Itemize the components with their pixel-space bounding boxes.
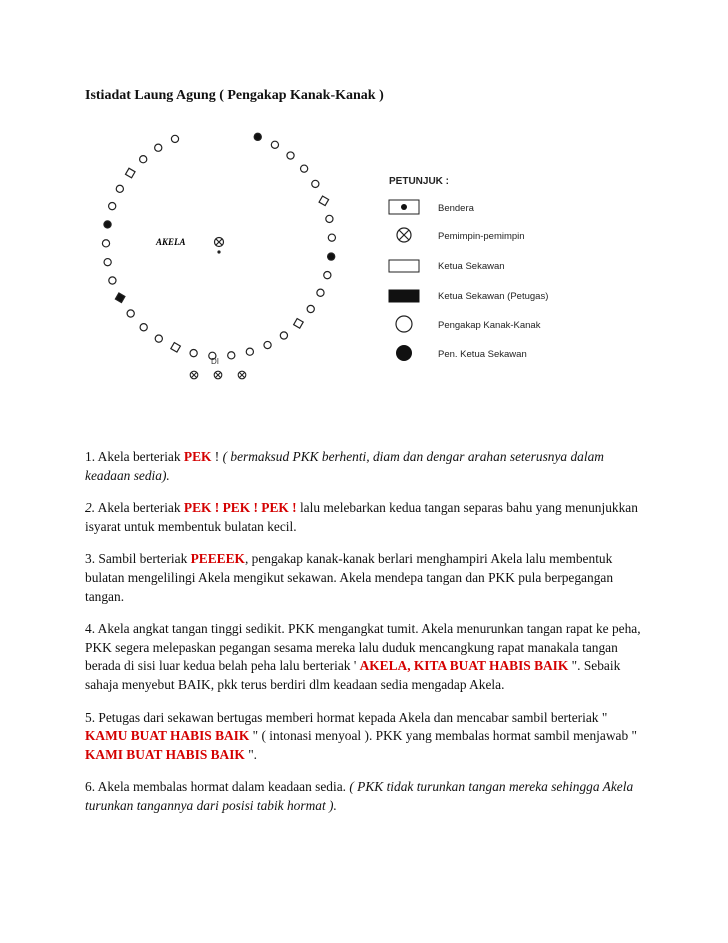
cub-marker — [104, 259, 111, 266]
cub-marker — [324, 272, 331, 279]
white-box-icon — [389, 260, 419, 272]
cub-marker — [155, 335, 162, 342]
ketua-sekawan-marker — [319, 196, 329, 206]
page-title: Istiadat Laung Agung ( Pengakap Kanak-Kanak ) — [85, 88, 384, 103]
pen-ketua-marker — [104, 221, 111, 228]
cub-marker — [109, 203, 116, 210]
step-2: 2. Akela berteriak PEK ! PEK ! PEK ! lalu melebarkan kedua tangan separas bahu yang menunjukkan isyarat untuk membentuk bulatan kecil. — [85, 500, 638, 534]
leader-icon — [397, 228, 411, 242]
bottom-leaders — [190, 371, 246, 379]
leader-icon — [238, 371, 246, 379]
legend-item-flag — [389, 200, 475, 214]
center-dot — [217, 250, 220, 253]
cub-marker — [312, 180, 319, 187]
svg-text:Ketua Sekawan (Petugas): Ketua Sekawan (Petugas) — [438, 291, 549, 302]
akela-leader-icon — [215, 238, 224, 247]
step-3: 3. Sambil berteriak PEEEEK, pengakap kanak-kanak berlari menghampiri Akela lalu membentuk bulatan mengelilingi Akela mengikut sekawan. Akela mendepa tangan dan PKK pula berpegangan tangan. — [85, 551, 614, 604]
cub-marker — [328, 234, 335, 241]
cub-marker — [228, 352, 235, 359]
open-circle-icon — [396, 316, 412, 332]
pen-ketua-marker — [254, 133, 261, 140]
ketua-sekawan-marker — [171, 343, 181, 353]
cub-marker — [307, 305, 314, 312]
cub-marker — [127, 310, 134, 317]
step-5: 5. Petugas dari sekawan bertugas memberi hormat kepada Akela dan mencabar sambil berteriak " KAMU BUAT HABIS BAIK " ( intonasi menyoal ). PKK yang membalas hormat sambil menjawab " KAMI BUAT HABIS BAIK ". — [85, 709, 637, 762]
step-6: 6. Akela membalas hormat dalam keadaan sedia. ( PKK tidak turunkan tangan mereka sehingga Akela turunkan tangannya dari posisi tabik hormat ). — [85, 779, 634, 813]
cub-marker — [326, 215, 333, 222]
leader-icon — [190, 371, 198, 379]
cub-marker — [246, 348, 253, 355]
cub-marker — [287, 152, 294, 159]
pen-ketua-marker — [328, 253, 335, 260]
cub-marker — [155, 144, 162, 151]
legend-item-pen-ketua — [396, 345, 527, 361]
instructions — [85, 448, 645, 830]
cub-marker — [171, 135, 178, 142]
cub-marker — [140, 156, 147, 163]
legend-item-leader — [397, 228, 525, 242]
di-label: DI — [211, 357, 219, 366]
step-1: 1. Akela berteriak PEK ! ( bermaksud PKK berhenti, diam dan dengar arahan seterusnya dalam keadaan sedia). — [85, 449, 604, 483]
akela-label: AKELA — [156, 237, 186, 247]
svg-text:Pen. Ketua Sekawan: Pen. Ketua Sekawan — [438, 349, 527, 360]
legend-title: PETUNJUK : — [389, 176, 450, 187]
cub-marker — [271, 141, 278, 148]
black-box-icon — [389, 290, 419, 302]
svg-text:Bendera: Bendera — [438, 203, 474, 214]
ketua-sekawan-marker — [294, 319, 304, 329]
leader-icon — [214, 371, 222, 379]
cub-marker — [264, 341, 271, 348]
cub-marker — [190, 350, 197, 357]
svg-text:Ketua Sekawan: Ketua Sekawan — [438, 261, 505, 272]
svg-text:Pemimpin-pemimpin: Pemimpin-pemimpin — [438, 231, 525, 242]
cub-marker — [109, 277, 116, 284]
cub-marker — [301, 165, 308, 172]
cub-marker — [140, 324, 147, 331]
cub-marker — [102, 240, 109, 247]
formation-diagram — [84, 118, 644, 386]
ketua-sekawan-marker — [125, 168, 135, 178]
legend-item-pengakap — [396, 316, 541, 332]
legend-item-ketua-petugas — [389, 290, 548, 302]
ketua-sekawan-marker — [115, 293, 125, 303]
legend-item-ketua — [389, 260, 505, 272]
cub-marker — [280, 332, 287, 339]
filled-circle-icon — [396, 345, 412, 361]
cub-marker — [317, 289, 324, 296]
step-4: 4. Akela angkat tangan tinggi sedikit. PKK mengangkat tumit. Akela menurunkan tangan rapat ke peha, PKK segera melepaskan pegangan sesama mereka lalu duduk mencangkung rapat manakala tangan berada di sisi luar kedua belah peha lalu berteriak ' AKELA, KITA BUAT HABIS BAIK ". Sebaik sahaja menyebut BAIK, pkk terus berdiri dlm keadaan sedia mengadap Akela. — [85, 621, 641, 692]
svg-text:Pengakap Kanak-Kanak: Pengakap Kanak-Kanak — [438, 320, 541, 331]
cub-marker — [116, 185, 123, 192]
